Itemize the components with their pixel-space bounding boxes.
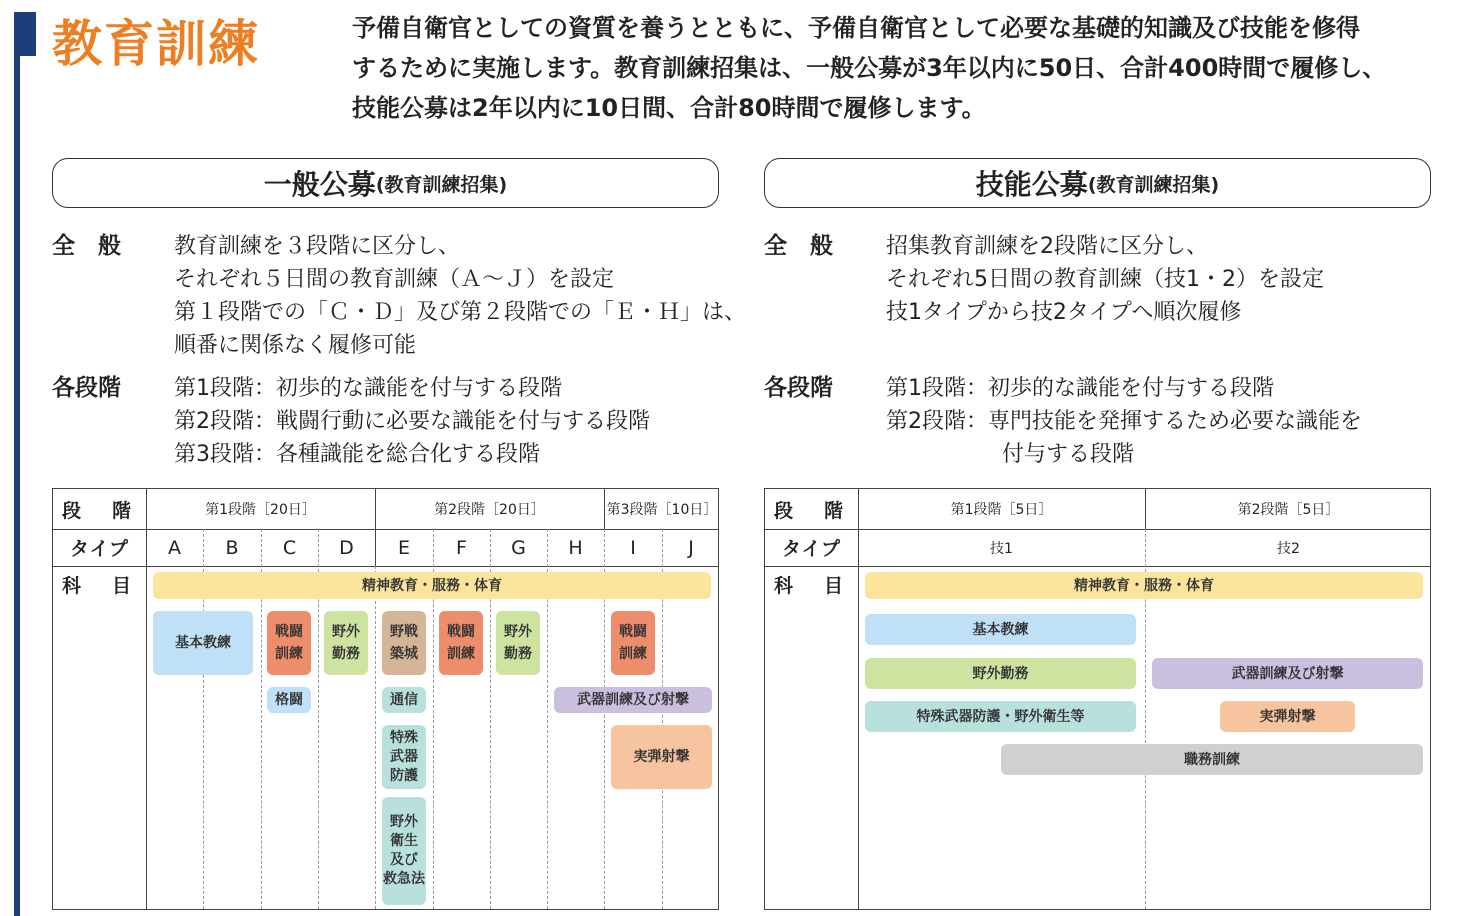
skill-heading [764, 158, 1431, 208]
bar-live-fire: 実弾射撃 [611, 725, 712, 789]
bar-field-duty: 野外 勤務 [324, 611, 368, 675]
intro-line: 技能公募は2年以内に10日間、合計80時間で履修します。 [352, 94, 986, 122]
bar-combat-training: 戦闘 訓練 [611, 611, 655, 675]
bar-field-fortification: 野戦 築城 [382, 611, 426, 675]
bar-field-duty: 野外勤務 [865, 658, 1136, 689]
bar-field-duty: 野外 勤務 [496, 611, 540, 675]
type-header: F [456, 536, 467, 559]
type-header: 技2 [1277, 540, 1300, 557]
general-overall-label: 全 般 [52, 233, 121, 259]
row-label-stage: 段 階 [61, 499, 137, 522]
type-header: A [168, 536, 181, 559]
type-header: J [688, 536, 694, 559]
skill-overall-line: 招集教育訓練を2段階に区分し、 [886, 234, 1208, 259]
skill-heading-main: 技能公募 [975, 168, 1088, 201]
bar-grappling: 格闘 [267, 687, 311, 713]
type-header: D [339, 536, 354, 559]
type-header: I [630, 536, 636, 559]
intro-text [352, 8, 1442, 128]
general-heading [52, 158, 719, 208]
row-label-subject: 科 目 [61, 574, 137, 597]
type-header: H [568, 536, 583, 559]
skill-stages-label: 各段階 [764, 375, 833, 401]
skill-schedule-table [764, 488, 1431, 910]
general-stages-label: 各段階 [52, 375, 121, 401]
general-overall [52, 230, 747, 370]
bar-communications: 通信 [382, 687, 426, 713]
skill-overall [764, 230, 1444, 340]
bar-weapons-training: 武器訓練及び射撃 [554, 687, 712, 713]
row-label-type: タイプ [69, 538, 130, 560]
bar-spirit-education: 精神教育・服務・体育 [153, 572, 711, 599]
general-heading-sub: (教育訓練招集) [375, 173, 508, 196]
skill-stages [764, 372, 1444, 477]
bar-weapons-training: 武器訓練及び射撃 [1152, 658, 1423, 689]
general-overall-line: 教育訓練を３段階に区分し、 [174, 234, 461, 259]
general-stage-line: 第3段階：各種識能を総合化する段階 [174, 442, 540, 467]
row-label-type: タイプ [781, 538, 842, 560]
skill-heading-sub: (教育訓練招集) [1087, 173, 1220, 196]
general-stage-line: 第1段階：初歩的な識能を付与する段階 [174, 376, 562, 401]
general-overall-line: それぞれ５日間の教育訓練（Ａ～Ｊ）を設定 [174, 267, 615, 292]
general-stages [52, 372, 732, 477]
title-accent-block [14, 12, 36, 56]
phase-header: 第2段階［5日］ [1237, 502, 1340, 518]
skill-stage-line: 第1段階：初歩的な識能を付与する段階 [886, 376, 1274, 401]
bar-special-weapons-medical: 特殊武器防護・野外衛生等 [865, 701, 1136, 732]
general-overall-line: 第１段階での「Ｃ・Ｄ」及び第２段階での「Ｅ・Ｈ」は、 [174, 300, 747, 325]
phase-header: 第2段階［20日］ [434, 502, 545, 518]
bar-combat-training: 戦闘 訓練 [267, 611, 311, 675]
general-heading-main: 一般公募 [263, 168, 376, 201]
type-header: 技1 [990, 540, 1013, 557]
type-header: B [225, 536, 239, 559]
phase-header: 第3段階［10日］ [606, 502, 718, 518]
bar-basic-drill: 基本教練 [865, 614, 1136, 645]
intro-line: 予備自衛官としての資質を養うとともに、予備自衛官として必要な基礎的知識及び技能を修得 [352, 14, 1360, 42]
bar-live-fire: 実弾射撃 [1220, 701, 1355, 732]
bar-duty-training: 職務訓練 [1001, 744, 1423, 775]
skill-overall-line: それぞれ5日間の教育訓練（技1・2）を設定 [886, 267, 1324, 292]
bar-spirit-education: 精神教育・服務・体育 [865, 572, 1423, 599]
intro-line: するために実施します。教育訓練招集は、一般公募が3年以内に50日、合計400時間で履修し、 [352, 54, 1387, 82]
left-accent-bar [14, 12, 20, 916]
row-label-subject: 科 目 [773, 574, 849, 597]
phase-header: 第1段階［20日］ [205, 502, 316, 518]
bar-field-medical: 野外 衛生 及び 救急法 [382, 797, 426, 905]
type-header: E [397, 536, 410, 559]
bar-basic-drill: 基本教練 [153, 611, 253, 675]
type-header: G [511, 536, 526, 559]
type-header: C [282, 536, 297, 559]
bar-combat-training: 戦闘 訓練 [439, 611, 483, 675]
bar-special-weapons-protection: 特殊 武器 防護 [382, 725, 426, 789]
general-overall-line: 順番に関係なく履修可能 [174, 333, 417, 358]
row-label-stage: 段 階 [773, 499, 849, 522]
skill-stage-line: 付与する段階 [1002, 442, 1135, 467]
page-title: 教育訓練 [52, 15, 260, 73]
skill-overall-label: 全 般 [764, 233, 833, 259]
general-stage-line: 第2段階：戦闘行動に必要な識能を付与する段階 [174, 409, 650, 434]
general-schedule-table [52, 488, 719, 910]
skill-stage-line: 第2段階：専門技能を発揮するため必要な識能を [886, 409, 1362, 434]
phase-header: 第1段階［5日］ [950, 502, 1053, 518]
skill-overall-line: 技1タイプから技2タイプへ順次履修 [886, 300, 1242, 325]
